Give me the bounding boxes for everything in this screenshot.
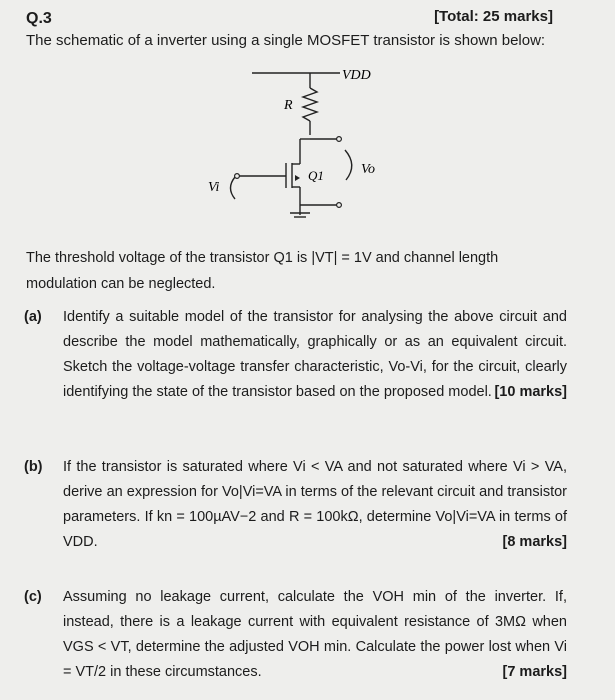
ground-node — [337, 203, 342, 208]
vdd-label: VDD — [342, 68, 371, 83]
output-arc — [345, 150, 352, 180]
part-a — [24, 305, 572, 435]
part-b-tag: (b) — [24, 459, 43, 475]
gate-node — [235, 174, 240, 179]
intro-text: The schematic of a inverter using a single MOSFET transistor is shown below: — [26, 32, 546, 49]
transistor-label: Q1 — [308, 168, 324, 183]
input-arc — [231, 177, 236, 199]
input-label: Vi — [208, 180, 220, 195]
part-b-marks: [8 marks] — [502, 534, 567, 550]
threshold-line-2: modulation can be neglected. — [26, 276, 216, 292]
part-c — [24, 585, 572, 695]
source-arrow — [295, 175, 300, 181]
part-c-tag: (c) — [24, 589, 42, 605]
inverter-schematic — [0, 0, 615, 240]
part-a-marks: [10 marks] — [494, 384, 567, 400]
threshold-line-1: The threshold voltage of the transistor Q1 is |VT| = 1V and channel length — [26, 250, 499, 266]
total-marks: [Total: 25 marks] — [434, 8, 553, 25]
part-a-text: Identify a suitable model of the transistor for analysing the above circuit and describe the model mathematically, graphically or as an equivalent circuit. Sketch the voltage-voltage transfer characteristic, Vo-Vi, for the circuit, clearly identifying the state of the transistor based on the proposed model. — [63, 309, 567, 400]
part-b — [24, 455, 572, 565]
output-label: Vo — [361, 162, 375, 177]
resistor-symbol — [303, 88, 317, 121]
part-c-marks: [7 marks] — [502, 664, 567, 680]
question-number: Q.3 — [26, 10, 52, 27]
output-node — [337, 137, 342, 142]
part-b-text: If the transistor is saturated where Vi < VA and not saturated where Vi > VA, derive an expression for Vo|Vi=VA in terms of the relevant circuit and transistor parameters. If kn = 100µAV−2 and R = 100kΩ, determine Vo|Vi=VA in terms of VDD. — [63, 459, 567, 550]
part-c-text: Assuming no leakage current, calculate the VOH min of the inverter. If, instead, there is a leakage current with equivalent resistance of 3MΩ when VGS < VT, determine the adjusted VOH min. Calculate the power lost when Vi = VT/2 in these circumstances. — [63, 589, 567, 680]
resistor-label: R — [284, 98, 293, 113]
part-a-tag: (a) — [24, 309, 42, 325]
